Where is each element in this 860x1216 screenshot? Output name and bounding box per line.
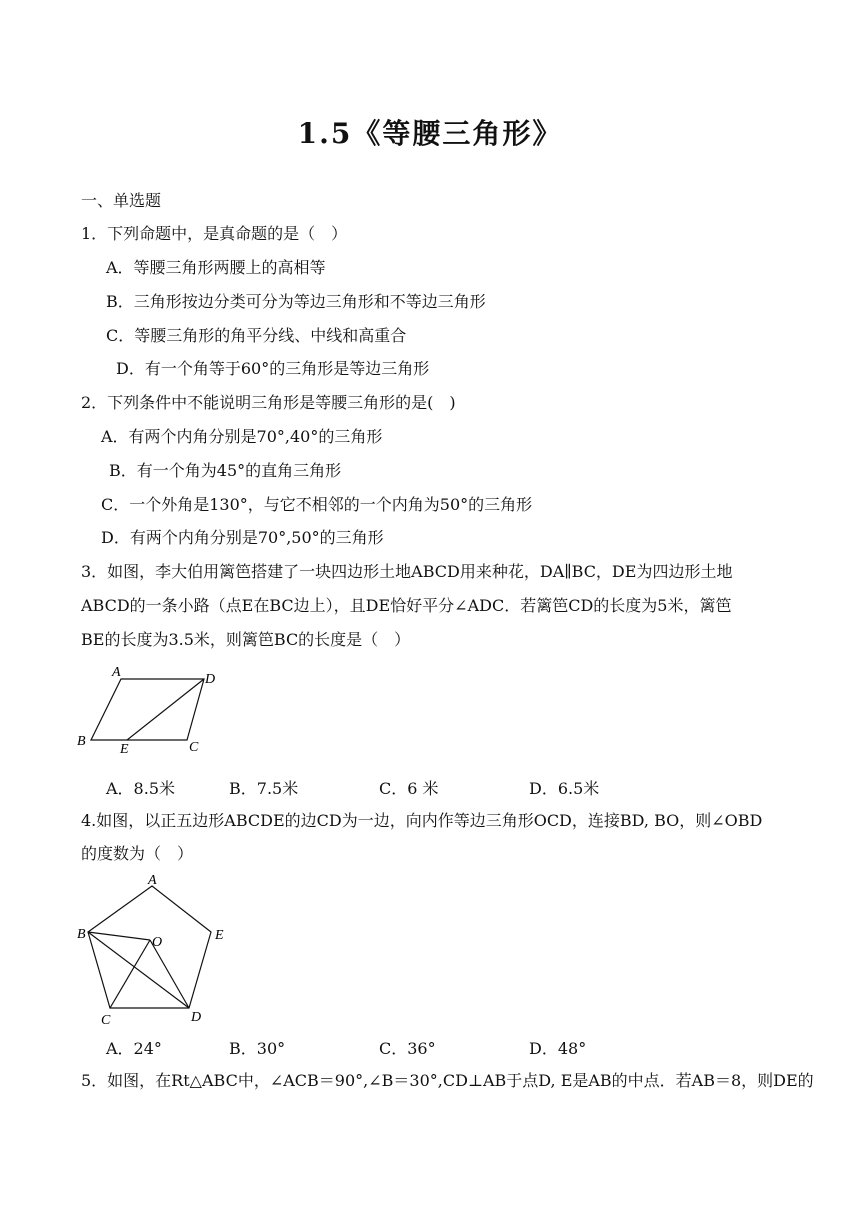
page-title: 1.5《等腰三角形》 [297, 117, 563, 150]
q2-option-d: D．有两个内角分别是70°,50°的三角形 [101, 528, 384, 547]
q4-option-a: A．24° [106, 1039, 162, 1058]
q3-segment-de [127, 679, 204, 740]
q2-option-c: C．一个外角是130°，与它不相邻的一个内角为50°的三角形 [101, 495, 533, 514]
q4-segment-do [150, 940, 189, 1008]
q3-label-c: C [189, 740, 199, 755]
q1-option-a: A．等腰三角形两腰上的高相等 [106, 258, 326, 277]
q4-label-e: E [215, 928, 224, 943]
q3-parallelogram-figure [74, 662, 234, 758]
q1-option-b: B．三角形按边分类可分为等边三角形和不等边三角形 [106, 292, 486, 311]
q3-label-a: A [112, 665, 121, 680]
q3-quadrilateral-abcd [91, 679, 204, 740]
q2-stem: 2．下列条件中不能说明三角形是等腰三角形的是( ) [81, 393, 456, 412]
q4-label-o: O [152, 935, 163, 950]
q3-label-b: B [77, 734, 86, 749]
q4-label-b: B [77, 927, 86, 942]
q2-option-a: A．有两个内角分别是70°,40°的三角形 [101, 427, 383, 446]
q4-stem-line1: 4.如图，以正五边形ABCDE的边CD为一边，向内作等边三角形OCD，连接BD, BO，则∠OBD [81, 811, 763, 830]
q1-option-d: D．有一个角等于60°的三角形是等边三角形 [116, 359, 430, 378]
q3-option-c: C．6 米 [379, 779, 439, 798]
q4-pentagon-abcde [88, 886, 211, 1008]
q2-option-b: B．有一个角为45°的直角三角形 [109, 461, 342, 480]
q3-option-b: B．7.5米 [229, 779, 299, 798]
q3-option-a: A．8.5米 [106, 779, 176, 798]
q5-stem-line1: 5．如图，在Rt△ABC中，∠ACB＝90°,∠B＝30°,CD⊥AB于点D, E是AB的中点．若AB＝8，则DE的 [81, 1071, 814, 1090]
section-heading: 一、单选题 [81, 191, 162, 210]
q4-label-c: C [101, 1013, 111, 1028]
q3-label-d: D [205, 672, 216, 687]
q4-label-a: A [148, 873, 157, 888]
q1-stem: 1．下列命题中，是真命题的是（ ） [81, 224, 348, 243]
q4-label-d: D [191, 1010, 202, 1025]
q4-option-d: D．48° [529, 1039, 587, 1058]
q4-option-b: B．30° [229, 1039, 286, 1058]
q4-option-c: C．36° [379, 1039, 436, 1058]
q3-label-e: E [120, 742, 129, 757]
q4-segment-bd [88, 932, 189, 1008]
q3-option-d: D．6.5米 [529, 779, 600, 798]
q4-pentagon-figure [72, 872, 242, 1028]
q4-stem-line2: 的度数为（ ） [81, 844, 194, 863]
q1-option-c: C．等腰三角形的角平分线、中线和高重合 [106, 326, 407, 345]
q3-stem-line2: ABCD的一条小路（点E在BC边上），且DE恰好平分∠ADC．若篱笆CD的长度为5米，篱笆 [81, 596, 732, 615]
q3-stem-line3: BE的长度为3.5米，则篱笆BC的长度是（ ） [81, 630, 411, 649]
q3-stem-line1: 3．如图，李大伯用篱笆搭建了一块四边形土地ABCD用来种花，DA∥BC，DE为四边形土地 [81, 562, 733, 581]
